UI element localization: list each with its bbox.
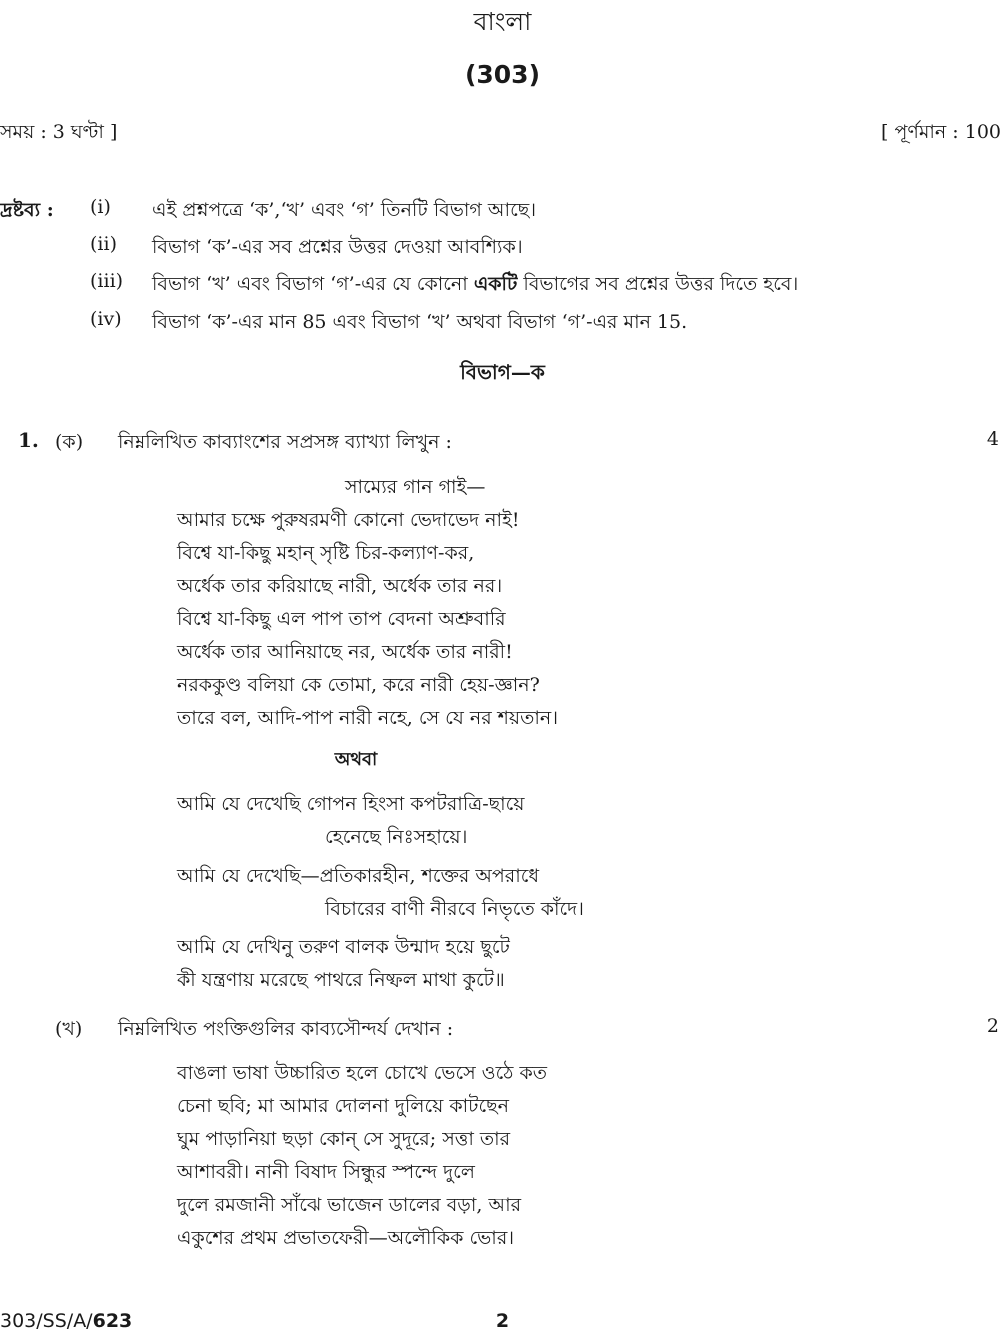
poem-line: আমি যে দেখেছি—প্রতিকারহীন, শক্তের অপরাধে xyxy=(177,865,540,887)
poem-line: দুলে রমজানী সাঁঝে ভাজেন ডালের বড়া, আর xyxy=(177,1194,522,1216)
page-number: 2 xyxy=(495,1310,510,1332)
poem-line: আমি যে দেখিনু তরুণ বালক উন্মাদ হয়ে ছুটে xyxy=(177,936,510,958)
instruction-number: (ii) xyxy=(90,233,117,255)
time-allowed: সময় : 3 ঘণ্টা ] xyxy=(0,121,118,143)
poem-line: অর্ধেক তার করিয়াছে নারী, অর্ধেক তার নর। xyxy=(177,575,503,597)
instruction-text-part: বিভাগের সব প্রশ্নের উত্তর দিতে হবে। xyxy=(517,273,799,295)
instruction-text xyxy=(152,270,798,302)
poem-line: কী যন্ত্রণায় মরেছে পাথরে নিষ্ফল মাথা কুটে॥ xyxy=(177,969,505,991)
instruction-text: বিভাগ ‘ক’-এর সব প্রশ্নের উত্তর দেওয়া আবশ্যিক। xyxy=(152,236,523,258)
instruction-text: বিভাগ ‘ক’-এর মান 85 এবং বিভাগ ‘খ’ অথবা বিভাগ ‘গ’-এর মান 15. xyxy=(152,311,688,333)
poem-line: ঘুম পাড়ানিয়া ছড়া কোন্ সে সুদূরে; সত্তা তার xyxy=(177,1128,511,1150)
poem-line: তারে বল, আদি-পাপ নারী নহে, সে যে নর শয়তান। xyxy=(177,707,559,729)
question-part-label: (খ) xyxy=(55,1018,83,1040)
instruction-text: এই প্রশ্নপত্রে ‘ক’,‘খ’ এবং ‘গ’ তিনটি বিভাগ আছে। xyxy=(152,199,537,221)
poem-line: বিশ্বে যা-কিছু মহান্ সৃষ্টি চির-কল্যাণ-কর, xyxy=(177,542,475,564)
instruction-number: (i) xyxy=(90,196,111,218)
paper-code-number: 623 xyxy=(92,1310,133,1332)
instruction-number: (iv) xyxy=(90,308,122,330)
instruction-emphasis: একটি xyxy=(473,273,518,295)
poem-line: বিশ্বে যা-কিছু এল পাপ তাপ বেদনা অশ্রুবারি xyxy=(177,608,506,630)
paper-code-prefix: 303/SS/A/ xyxy=(0,1310,93,1332)
poem-line: চেনা ছবি; মা আমার দোলনা দুলিয়ে কাটছেন xyxy=(177,1095,509,1117)
poem-line: অর্ধেক তার আনিয়াছে নর, অর্ধেক তার নারী! xyxy=(177,641,513,663)
poem-line: বাঙলা ভাষা উচ্চারিত হলে চোখে ভেসে ওঠে কত xyxy=(177,1062,548,1084)
poem-line: একুশের প্রথম প্রভাতফেরী—অলৌকিক ভোর। xyxy=(177,1227,515,1249)
question-prompt: নিম্নলিখিত পংক্তিগুলির কাব্যসৌন্দর্য দেখান : xyxy=(118,1018,454,1040)
poem-line: আমার চক্ষে পুরুষরমণী কোনো ভেদাভেদ নাই! xyxy=(177,509,520,531)
poem-line: হেনেছে নিঃসহায়ে। xyxy=(325,826,468,848)
poem-line: আমি যে দেখেছি গোপন হিংসা কপটরাত্রি-ছায়ে xyxy=(177,793,525,815)
subject-title: বাংলা xyxy=(473,7,532,36)
question-marks: 4 xyxy=(986,428,999,450)
question-marks: 2 xyxy=(986,1015,999,1037)
instruction-text-part: বিভাগ ‘খ’ এবং বিভাগ ‘গ’-এর যে কোনো xyxy=(152,273,474,295)
section-heading: বিভাগ—ক xyxy=(460,360,545,384)
full-marks: [ পূর্ণমান : 100 xyxy=(881,121,1001,143)
question-number: 1. xyxy=(18,428,39,452)
question-part-label: (ক) xyxy=(55,431,84,453)
subject-code: (303) xyxy=(464,60,541,89)
question-prompt: নিম্নলিখিত কাব্যাংশের সপ্রসঙ্গ ব্যাখ্যা লিখুন : xyxy=(118,431,452,453)
poem-line: আশাবরী। নানী বিষাদ সিন্ধুর স্পন্দে দুলে xyxy=(177,1161,475,1183)
instruction-number: (iii) xyxy=(90,270,124,292)
poem-line: নরককুণ্ড বলিয়া কে তোমা, করে নারী হেয়-জ্ঞান? xyxy=(177,674,540,696)
instructions-label: দ্রষ্টব্য : xyxy=(0,199,54,221)
poem-line: সাম্যের গান গাই— xyxy=(345,476,486,498)
poem-line: বিচারের বাণী নীরবে নিভৃতে কাঁদে। xyxy=(325,898,584,920)
or-label: অথবা xyxy=(334,749,378,770)
